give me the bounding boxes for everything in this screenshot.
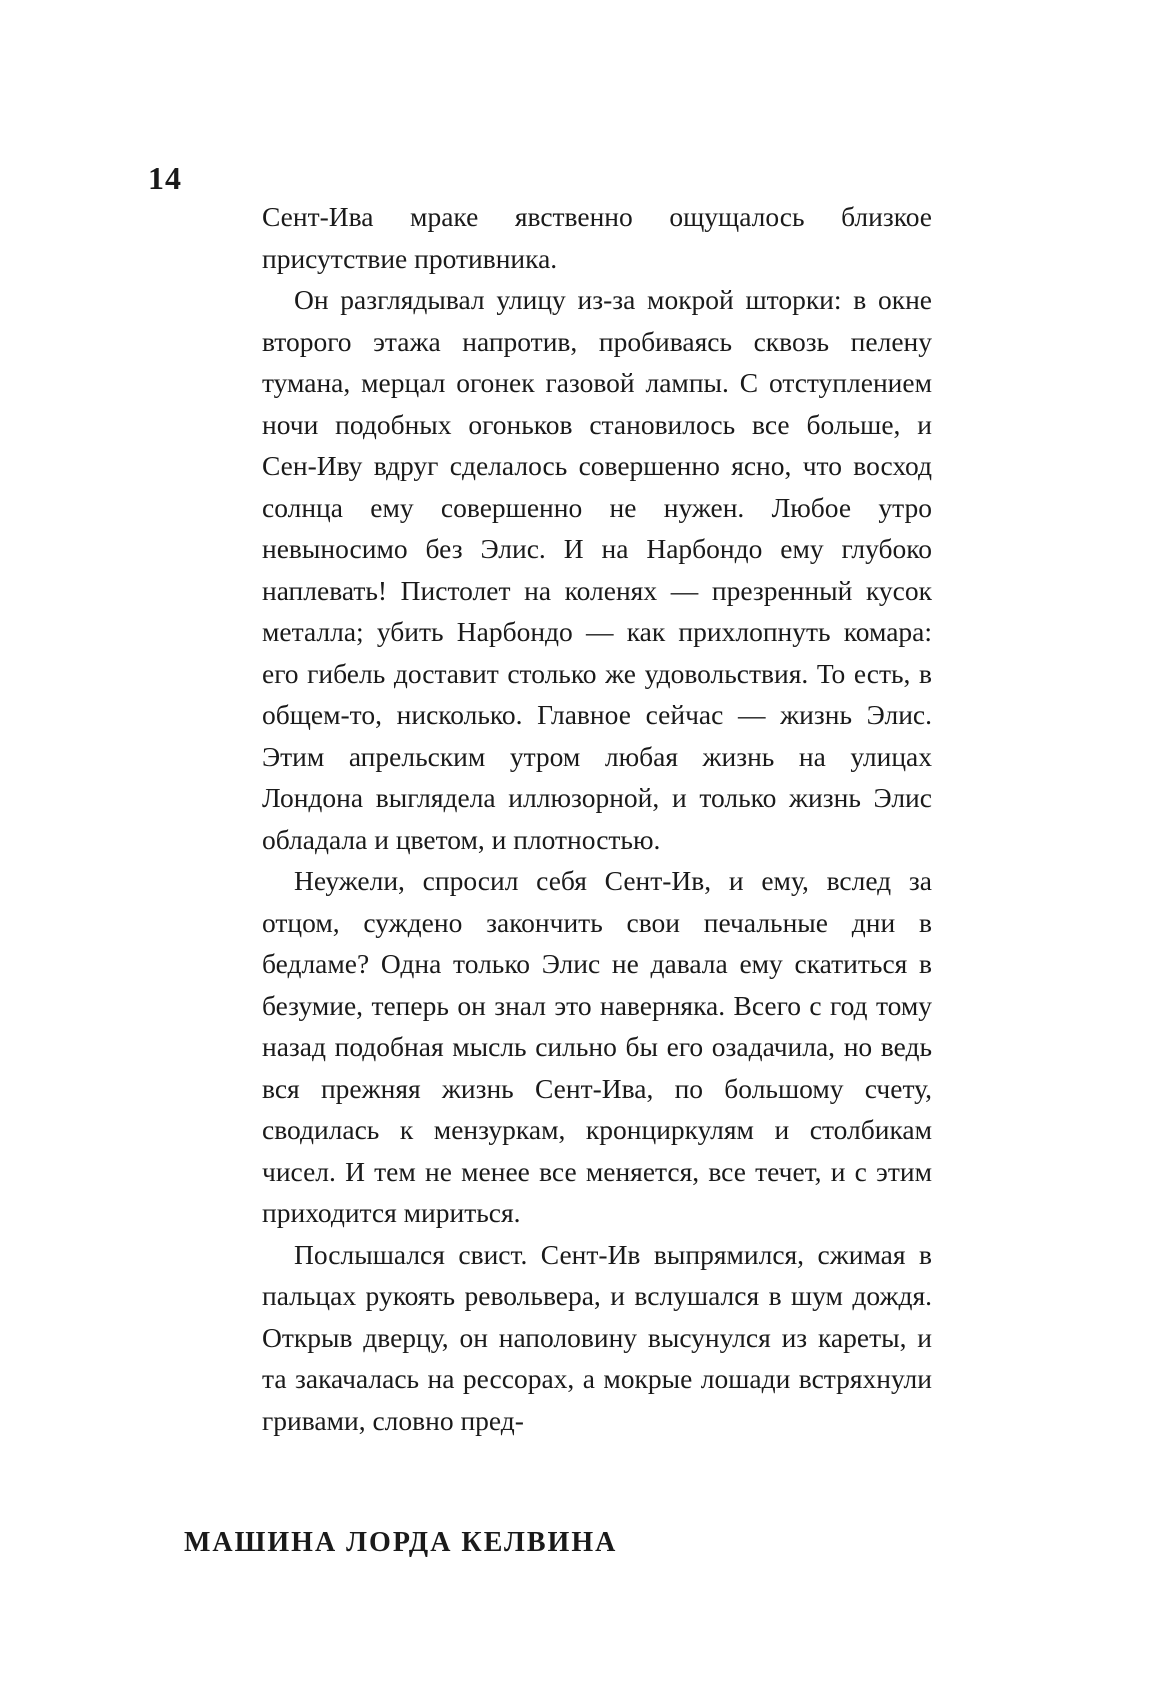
paragraph-1: Сент-Ива мраке явственно ощущалось близкое присутствие противника.	[262, 201, 932, 274]
page-number: 14	[148, 160, 182, 196]
paragraph-2: Он разглядывал улицу из-за мокрой шторки: в окне второго этажа напротив, пробиваясь сквозь пелену тумана, мерцал огонек газовой лампы. С отступлением ночи подобных огоньков становилось все больше, и Сен-Иву вдруг сделалось совершенно ясно, что восход солнца ему совершенно не нужен. Любое утро невыносимо без Элис. И на Нарбондо ему глубоко наплевать! Пистолет на коленях — презренный кусок металла; убить Нарбондо — как прихлопнуть комара: его гибель доставит столько же удовольствия. То есть, в общем-то, нисколько. Главное сейчас — жизнь Элис. Этим апрельским утром любая жизнь на улицах Лондона выглядела иллюзорной, и только жизнь Элис обладала и цветом, и плотностью.	[262, 284, 932, 855]
paragraph-4: Послышался свист. Сент-Ив выпрямился, сжимая в пальцах рукоять револьвера, и вслушался в шум дождя. Открыв дверцу, он наполовину высунулся из кареты, и та закачалась на рессорах, а мокрые лошади встряхнули гривами, словно пред-	[262, 1238, 932, 1436]
running-title: МАШИНА ЛОРДА КЕЛВИНА	[184, 1527, 618, 1558]
body-text	[262, 196, 932, 1441]
paragraph-3: Неужели, спросил себя Сент-Ив, и ему, вслед за отцом, суждено закончить свои печальные дни в бедламе? Одна только Элис не давала ему скатиться в безумие, теперь он знал это наверняка. Всего с год тому назад подобная мысль сильно бы его озадачила, но ведь вся прежняя жизнь Сент-Ива, по большому счету, сводилась к мензуркам, кронциркулям и столбикам чисел. И тем не менее все меняется, все течет, и с этим приходится мириться.	[262, 865, 932, 1228]
